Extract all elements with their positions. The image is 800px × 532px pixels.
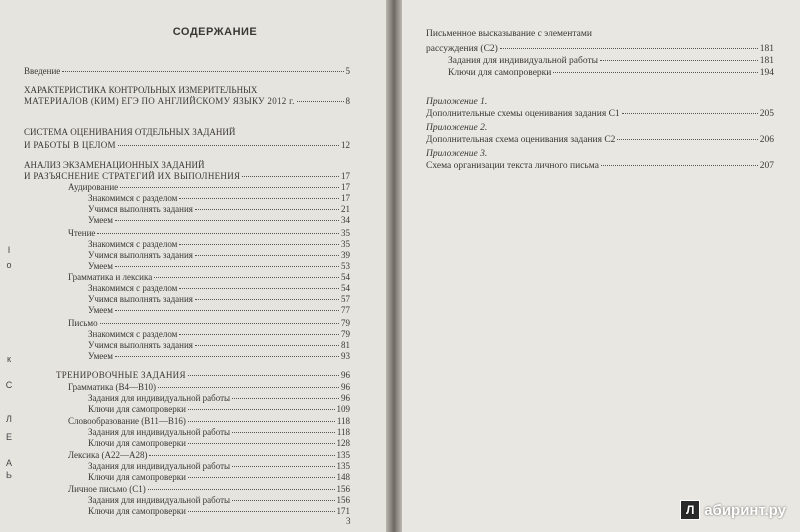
toc-entry (88, 294, 350, 305)
toc-entry (88, 250, 350, 261)
dot-leader (179, 198, 339, 199)
toc-entry-page: 54 (341, 272, 350, 282)
toc-entry-page: 35 (341, 228, 350, 238)
toc-entry (88, 215, 350, 226)
toc-entry-label: Умеем (88, 305, 113, 315)
toc-entry-label: Ключи для самопроверки (88, 404, 186, 414)
toc-entry (88, 283, 350, 294)
toc-entry-label: Ключи для самопроверки (88, 438, 186, 448)
toc-entry-page: 171 (336, 506, 350, 516)
toc-entry (88, 495, 350, 506)
toc-entry-page: 93 (341, 351, 350, 361)
toc-entry-label: Умеем (88, 261, 113, 271)
toc-entry-page: 39 (341, 250, 350, 260)
toc-entry-line1: СИСТЕМА ОЦЕНИВАНИЯ ОТДЕЛЬНЫХ ЗАДАНИЙ (24, 127, 236, 137)
toc-entry-label: Учимся выполнять задания (88, 294, 193, 304)
toc-entry (68, 318, 350, 329)
toc-entry-page: 135 (336, 461, 350, 471)
toc-entry-label: Знакомимся с разделом (88, 283, 178, 293)
toc-entry (426, 108, 774, 120)
toc-entry-page: 156 (336, 484, 350, 494)
toc-entry (88, 305, 350, 316)
toc-entry (88, 461, 350, 472)
toc-entry-page: 21 (341, 204, 350, 214)
toc-entry-page: 96 (341, 370, 350, 380)
toc-entry-label: рассуждения (С2) (426, 44, 498, 54)
dot-leader (188, 421, 335, 422)
watermark-logo (680, 500, 786, 520)
toc-entry-page: 34 (341, 215, 350, 225)
dot-leader (242, 176, 339, 177)
dot-leader (232, 500, 334, 501)
margin-mark: Ь (6, 470, 12, 480)
toc-entry-page: 79 (341, 318, 350, 328)
appendix-heading: Приложение 3. (426, 149, 488, 159)
dot-leader (195, 255, 339, 256)
toc-entry (426, 160, 774, 172)
toc-entry (88, 438, 350, 449)
dot-leader (158, 387, 339, 388)
toc-entry-page: 8 (345, 96, 350, 106)
toc-entry-label: Задания для индивидуальной работы (88, 393, 231, 403)
toc-entry-page: 207 (759, 161, 774, 171)
toc-entry (88, 261, 350, 272)
dot-leader (115, 356, 339, 357)
toc-entry-page: 96 (341, 382, 350, 392)
toc-entry-page: 17 (341, 193, 350, 203)
toc-entry-label: Аудирование (68, 182, 119, 192)
dot-leader (62, 71, 343, 72)
toc-entry (448, 55, 774, 67)
dot-leader (149, 455, 334, 456)
dot-leader (600, 60, 758, 61)
margin-mark: А (5, 458, 12, 468)
toc-entry-page: 35 (341, 239, 350, 249)
dot-leader (120, 187, 339, 188)
toc-entry (88, 427, 350, 438)
toc-entry (88, 351, 350, 362)
toc-entry-page: 17 (341, 182, 350, 192)
margin-mark: о (6, 260, 12, 270)
toc-entry-label: Ключи для самопроверки (88, 472, 186, 482)
dot-leader (297, 101, 344, 102)
dot-leader (179, 334, 339, 335)
dot-leader (118, 145, 339, 146)
toc-entry (56, 370, 350, 381)
dot-leader (115, 220, 339, 221)
toc-entry (68, 484, 350, 495)
toc-entry (68, 272, 350, 283)
dot-leader (232, 398, 339, 399)
toc-entry (88, 393, 350, 404)
toc-entry-page: 77 (341, 305, 350, 315)
toc-entry-line1: ХАРАКТЕРИСТИКА КОНТРОЛЬНЫХ ИЗМЕРИТЕЛЬНЫХ (24, 85, 258, 95)
toc-entry-page: 181 (759, 44, 774, 54)
margin-mark: С (5, 380, 13, 390)
toc-entry (68, 450, 350, 461)
toc-entry-label: Задания для индивидуальной работы (448, 56, 598, 66)
toc-entry-page: 81 (341, 340, 350, 350)
toc-entry-label: Задания для индивидуальной работы (88, 427, 231, 437)
toc-entry-label: Учимся выполнять задания (88, 340, 193, 350)
toc-entry-label: Схема организации текста личного письма (426, 161, 599, 171)
dot-leader (232, 466, 334, 467)
dot-leader (195, 345, 339, 346)
dot-leader (188, 511, 335, 512)
toc-entry-page: 128 (336, 438, 350, 448)
toc-entry-page: 12 (341, 140, 350, 150)
toc-entry-page: 194 (759, 68, 774, 78)
toc-entry-page: 96 (341, 393, 350, 403)
dot-leader (148, 489, 335, 490)
toc-entry-label: Задания для индивидуальной работы (88, 461, 231, 471)
toc-entry-label: Ключи для самопроверки (448, 68, 552, 78)
toc-entry (88, 472, 350, 483)
toc-entry-page: 118 (336, 427, 350, 437)
toc-entry (88, 329, 350, 340)
toc-entry-page: 53 (341, 261, 350, 271)
left-page (0, 0, 388, 532)
appendix-heading: Приложение 1. (426, 97, 488, 107)
toc-entry-page: 79 (341, 329, 350, 339)
dot-leader (115, 310, 339, 311)
dot-leader (500, 48, 758, 49)
toc-entry-label: Словообразование (В11—В16) (68, 416, 186, 426)
toc-entry-label: Ключи для самопроверки (88, 506, 186, 516)
toc-entry (88, 340, 350, 351)
toc-entry-label: Знакомимся с разделом (88, 329, 178, 339)
toc-entry-line1: АНАЛИЗ ЭКЗАМЕНАЦИОННЫХ ЗАДАНИЙ (24, 160, 205, 170)
toc-entry-label: Чтение (68, 228, 96, 238)
dot-leader (617, 139, 757, 140)
watermark-text: абиринт.ру (704, 501, 786, 519)
toc-entry (88, 239, 350, 250)
toc-entry-label: Учимся выполнять задания (88, 250, 193, 260)
dot-leader (179, 244, 339, 245)
toc-entry-page: 156 (336, 495, 350, 505)
dot-leader (232, 432, 335, 433)
margin-mark: Л (6, 414, 12, 424)
toc-entry-label: Знакомимся с разделом (88, 239, 178, 249)
toc-entry (68, 416, 350, 427)
dot-leader (553, 72, 757, 73)
toc-entry-line1: Письменное высказывание с элементами (426, 29, 592, 39)
toc-entry-label: Дополнительная схема оценивания задания С2 (426, 135, 616, 145)
dot-leader (188, 477, 335, 478)
toc-entry (448, 67, 774, 79)
toc-entry-label: Умеем (88, 215, 113, 225)
toc-entry (88, 193, 350, 204)
dot-leader (188, 443, 335, 444)
toc-entry-page: 57 (341, 294, 350, 304)
toc-entry-page: 118 (336, 416, 350, 426)
toc-entry-label: Грамматика (В4—В10) (68, 382, 156, 392)
toc-entry-label: И РАБОТЫ В ЦЕЛОМ (24, 140, 116, 150)
toc-entry (68, 382, 350, 393)
toc-title: СОДЕРЖАНИЕ (172, 26, 258, 38)
dot-leader (195, 299, 339, 300)
toc-entry-page: 135 (336, 450, 350, 460)
toc-entry-page: 205 (759, 109, 774, 119)
toc-entry (88, 404, 350, 415)
toc-entry-page: 181 (759, 56, 774, 66)
toc-entry (24, 96, 350, 107)
toc-entry-label: Умеем (88, 351, 113, 361)
margin-mark: к (7, 354, 11, 364)
dot-leader (100, 323, 339, 324)
dot-leader (154, 277, 339, 278)
toc-entry (426, 134, 774, 146)
dot-leader (195, 209, 339, 210)
toc-entry (68, 182, 350, 193)
toc-entry-page: 206 (759, 135, 774, 145)
toc-entry-page: 109 (336, 404, 350, 414)
toc-entry (426, 43, 774, 55)
right-page (402, 0, 800, 532)
labirint-logo-icon: Л (680, 500, 700, 520)
toc-entry-label: Знакомимся с разделом (88, 193, 178, 203)
toc-entry-page: 5 (345, 66, 350, 76)
toc-entry-label: Личное письмо (С1) (68, 484, 146, 494)
toc-entry-label: Дополнительные схемы оценивания задания С1 (426, 109, 620, 119)
toc-entry (24, 171, 350, 182)
toc-entry (24, 140, 350, 151)
toc-entry (88, 204, 350, 215)
toc-entry-page: 148 (336, 472, 350, 482)
dot-leader (179, 288, 339, 289)
margin-mark: I (7, 245, 11, 255)
toc-entry-label: Письмо (68, 318, 98, 328)
dot-leader (622, 113, 758, 114)
toc-entry-label: Учимся выполнять задания (88, 204, 193, 214)
toc-entry (88, 506, 350, 517)
margin-mark: Е (5, 432, 12, 442)
dot-leader (97, 233, 339, 234)
toc-entry-label: Грамматика и лексика (68, 272, 153, 282)
toc-entry-label: МАТЕРИАЛОВ (КИМ) ЕГЭ ПО АНГЛИЙСКОМУ ЯЗЫКУ 2012 г. (24, 96, 295, 106)
toc-entry-label: ТРЕНИРОВОЧНЫЕ ЗАДАНИЯ (56, 370, 186, 380)
toc-entry-label: И РАЗЪЯСНЕНИЕ СТРАТЕГИЙ ИХ ВЫПОЛНЕНИЯ (24, 171, 241, 181)
dot-leader (115, 266, 339, 267)
dot-leader (188, 409, 335, 410)
appendix-heading: Приложение 2. (426, 123, 488, 133)
dot-leader (601, 165, 758, 166)
toc-entry-label: Лексика (А22—А28) (68, 450, 148, 460)
toc-entry-label: Задания для индивидуальной работы (88, 495, 231, 505)
toc-entry-page: 54 (341, 283, 350, 293)
dot-leader (188, 375, 339, 376)
toc-entry (68, 228, 350, 239)
toc-entry-page: 17 (341, 171, 350, 181)
page-number: 3 (346, 516, 351, 526)
toc-entry-label: Введение (24, 66, 61, 76)
toc-entry (24, 66, 350, 77)
